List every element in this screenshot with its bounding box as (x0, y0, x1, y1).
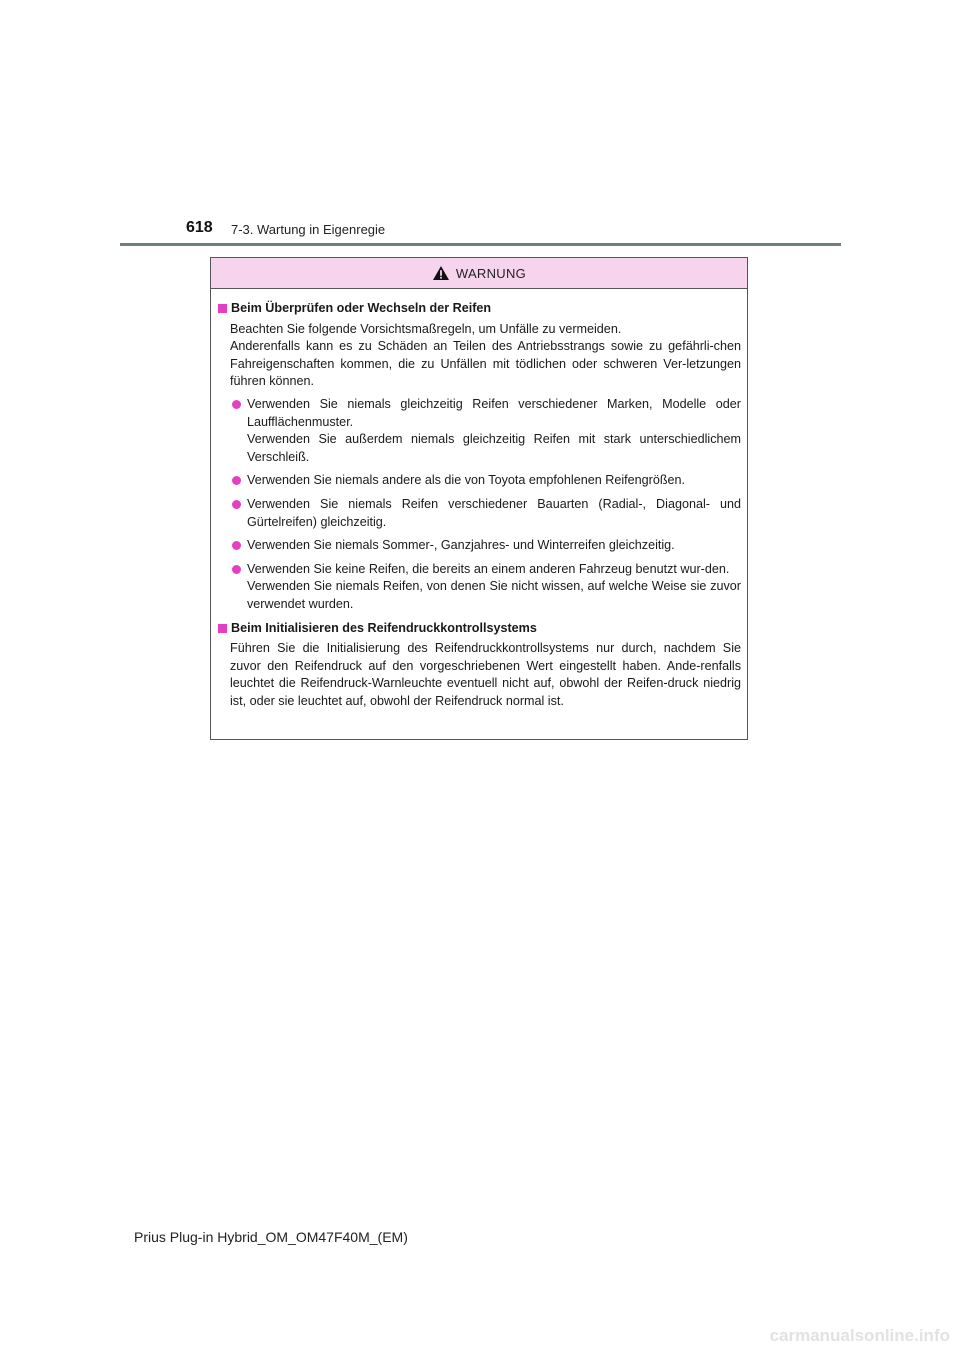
list-item-text: Verwenden Sie niemals Reifen, von denen Sie nicht wissen, auf welche Weise sie zuvor verwendet wurden. (247, 579, 741, 611)
paragraph: Anderenfalls kann es zu Schäden an Teilen des Antriebsstrangs sowie zu gefährli-chen Fahreigenschaften kommen, die zu Unfällen mit tödlichen oder schweren Ver-letzungen führen können. (230, 339, 741, 389)
list-item (232, 561, 741, 614)
round-bullet-icon (232, 565, 241, 574)
list-item (232, 496, 741, 531)
list-item-text: Verwenden Sie niemals Sommer-, Ganzjahres- und Winterreifen gleichzeitig. (247, 538, 675, 553)
square-bullet-icon (218, 624, 227, 633)
round-bullet-icon (232, 541, 241, 550)
section-header: 7-3. Wartung in Eigenregie (231, 222, 386, 237)
list-item-text: Verwenden Sie keine Reifen, die bereits an einem anderen Fahrzeug benutzt wur-den. (247, 561, 730, 576)
document-id: Prius Plug-in Hybrid_OM_OM47F40M_(EM) (134, 1229, 408, 1245)
square-bullet-icon (218, 304, 227, 313)
section-intro (230, 321, 741, 391)
round-bullet-icon (232, 500, 241, 509)
list-item (232, 396, 741, 466)
list-item (232, 537, 741, 555)
list-item-text: Verwenden Sie niemals andere als die von Toyota empfohlenen Reifengrößen. (247, 473, 686, 488)
section-heading-text: Beim Initialisieren des Reifendruckkontrollsystems (231, 620, 537, 635)
header-rule (120, 243, 841, 246)
warning-triangle-icon (432, 265, 450, 281)
watermark: carmanualsonline.info (769, 1326, 950, 1345)
warning-title: WARNUNG (455, 265, 527, 281)
paragraph: Führen Sie die Initialisierung des Reifendruckkontrollsystems nur durch, nachdem Sie zuvor den Reifendruck auf den vorgeschriebenen Wert eingestellt haben. Ande-renfalls leuchtet die Reifendruck-Warnleuchte eventuell nicht auf, obwohl der Reifen-druck niedrig ist, oder sie leuchtet auf, obwohl der Reifendruck normal ist. (230, 641, 741, 708)
page-number: 618 (186, 219, 213, 236)
section-heading-text: Beim Überprüfen oder Wechseln der Reifen (231, 301, 492, 315)
section-heading-tpms-init (218, 620, 741, 638)
paragraph: Beachten Sie folgende Vorsichtsmaßregeln, um Unfälle zu vermeiden. (230, 321, 622, 336)
round-bullet-icon (232, 400, 241, 409)
warning-header (211, 258, 747, 289)
list-item-text: Verwenden Sie außerdem niemals gleichzeitig Reifen mit stark unterschiedlichem Verschleiß. (247, 432, 741, 464)
round-bullet-icon (232, 476, 241, 485)
list-item (232, 472, 741, 490)
warning-box (210, 257, 748, 740)
list-item-text: Verwenden Sie niemals gleichzeitig Reifen verschiedener Marken, Modelle oder Laufflächenmuster. (247, 396, 741, 429)
warning-body (211, 289, 747, 710)
section-heading-tire-check (218, 300, 741, 318)
list-item-text: Verwenden Sie niemals Reifen verschiedener Bauarten (Radial-, Diagonal- und Gürtelreifen) gleichzeitig. (247, 496, 741, 529)
section-body (230, 640, 741, 710)
